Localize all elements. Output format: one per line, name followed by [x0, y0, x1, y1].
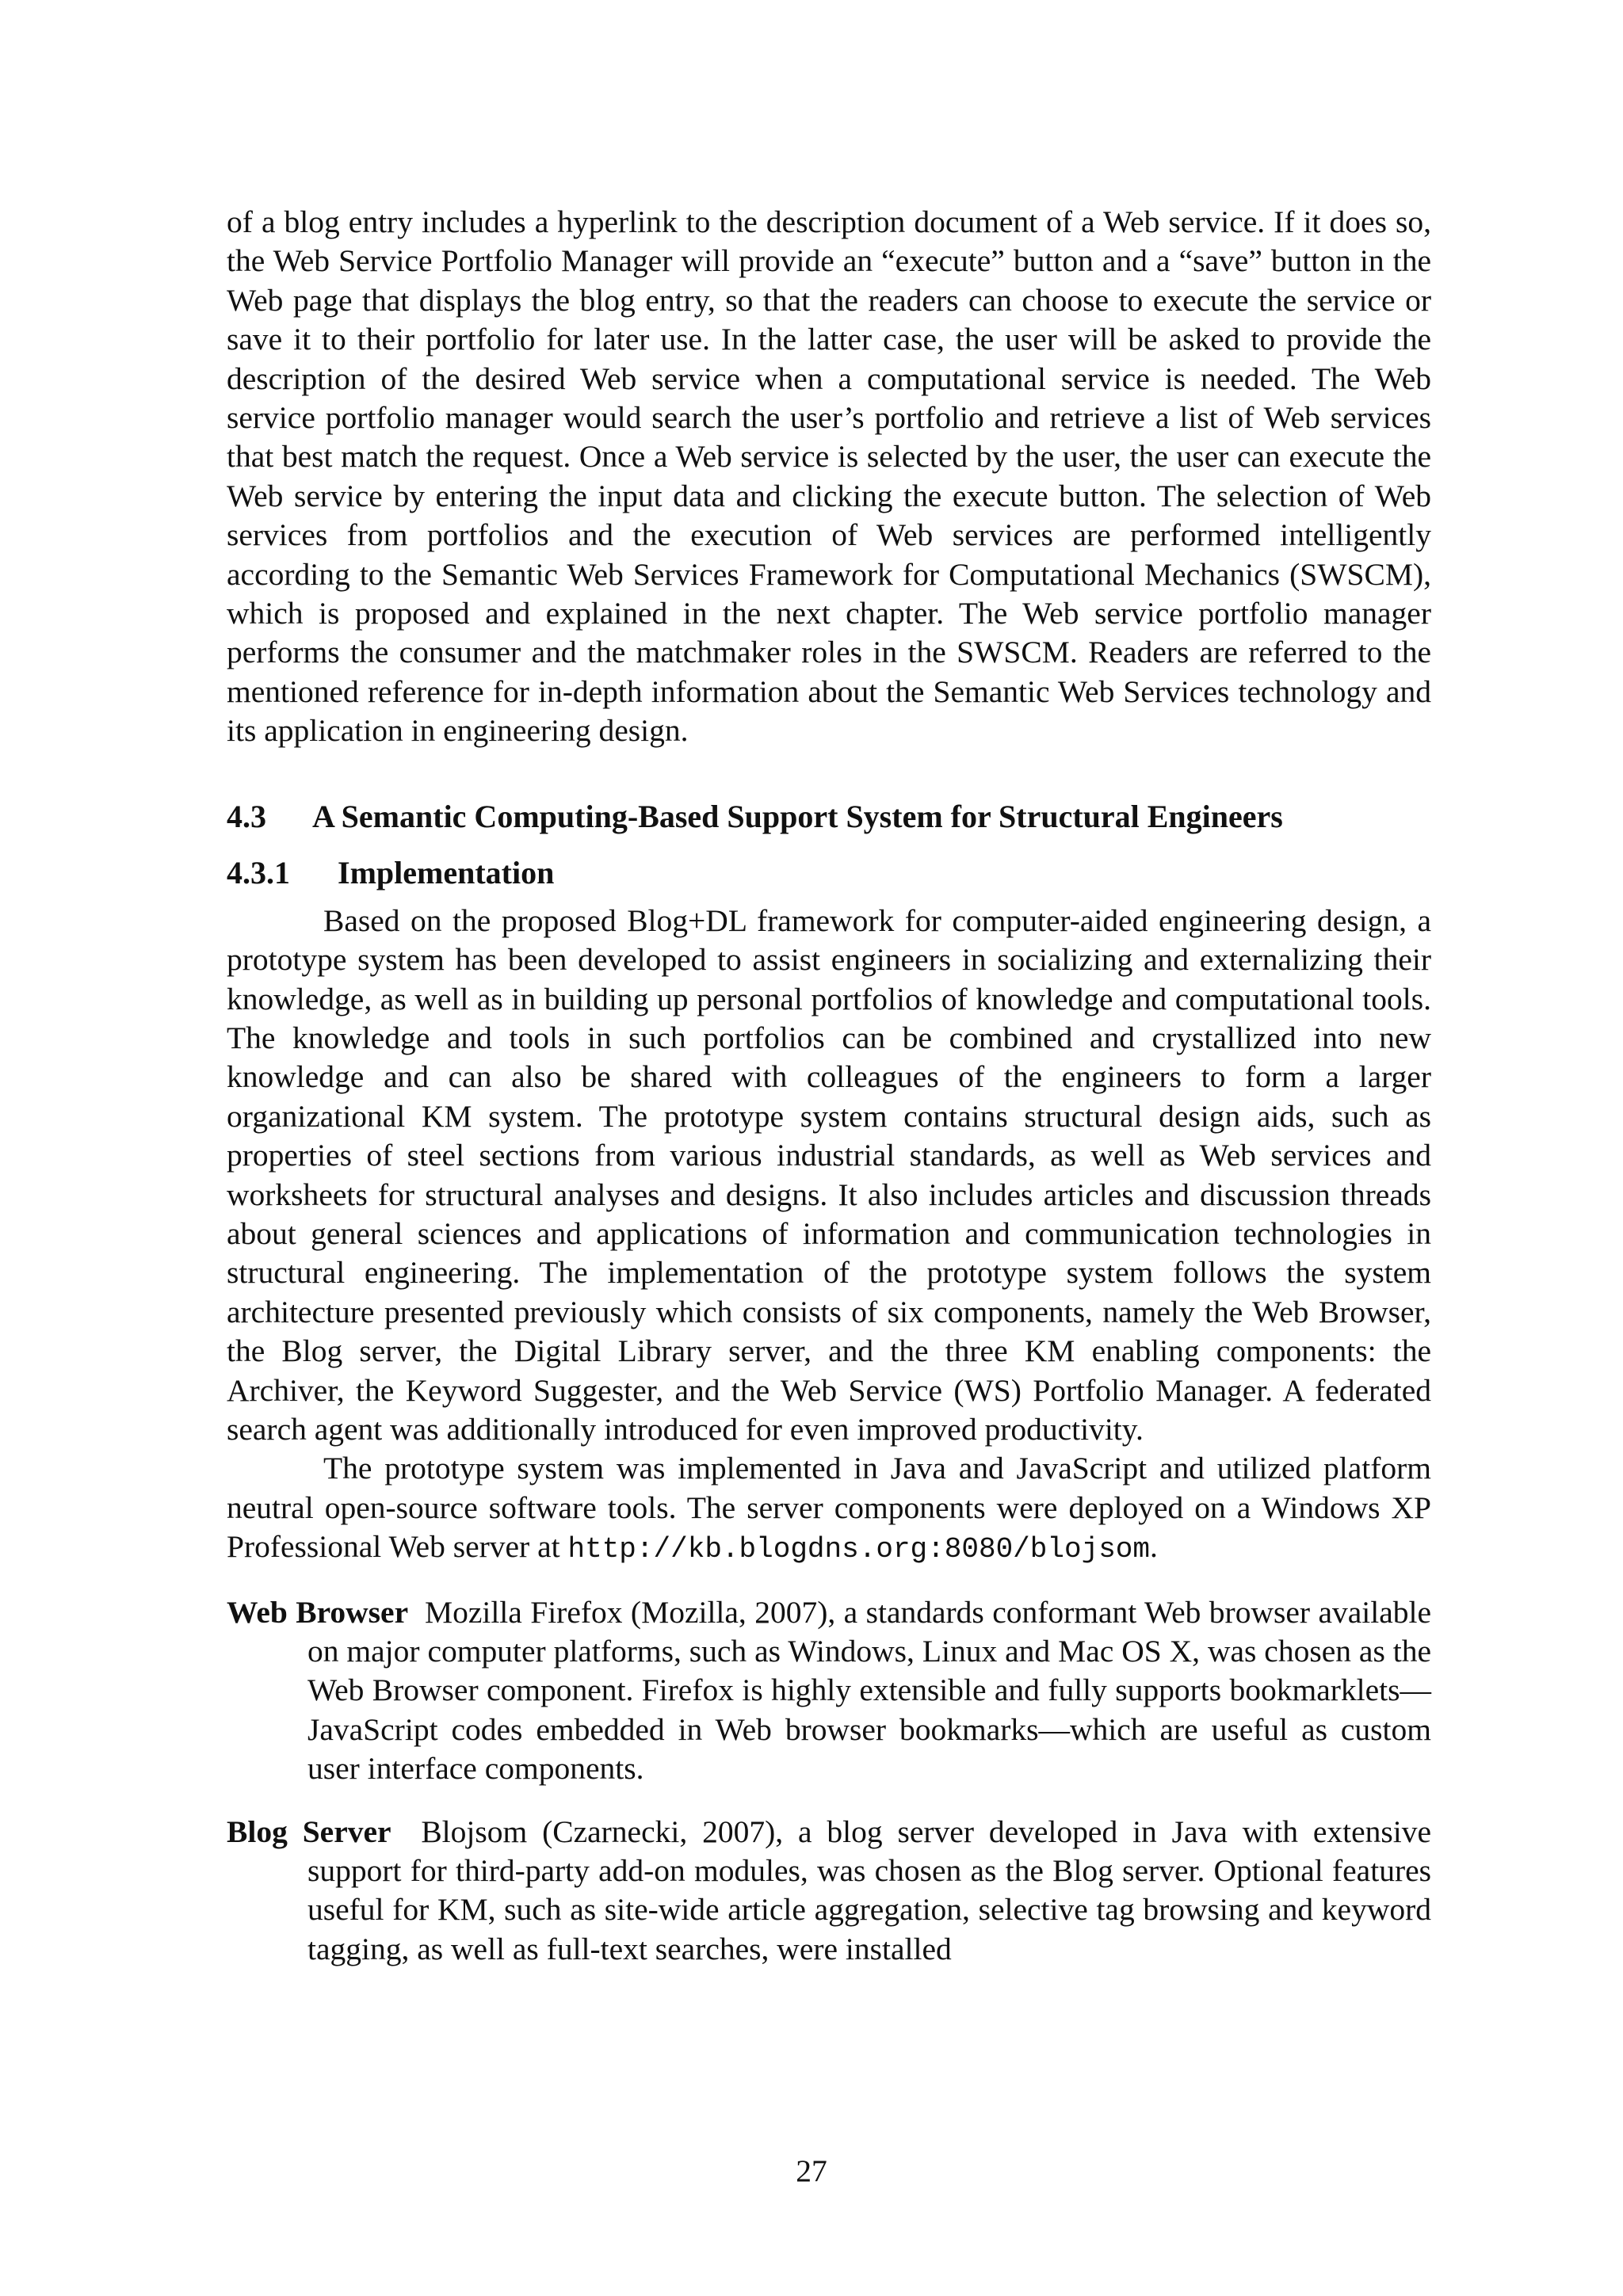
section-heading: [227, 797, 1431, 836]
implementation-paragraph-2: [227, 1449, 1431, 1569]
page-number: 27: [796, 2153, 827, 2188]
subsection-title: Implementation: [338, 854, 555, 891]
component-web-browser: [227, 1593, 1431, 1789]
subsection-number: 4.3.1: [227, 854, 290, 891]
component-description: Mozilla Firefox (Mozilla, 2007), a standards conformant Web browser available on major computer platforms, such as Windows, Linux and Mac OS X, was chosen as the Web Browser component. Firefox is highly extensible and fully supports bookmarklets—JavaScript codes embedded in Web browser bookmarks—which are useful as custom user interface components.: [307, 1594, 1432, 1787]
page-content: [227, 203, 1431, 1969]
implementation-paragraph-2-end: .: [1150, 1529, 1158, 1565]
section-number: 4.3: [227, 798, 266, 834]
implementation-paragraph-1: Based on the proposed Blog+DL framework for computer-aided engineering design, a prototype system has been developed to assist engineers in socializing and externalizing their knowledge, as well as in building up personal portfolios of knowledge and computational tools. The knowledge and tools in such portfolios can be combined and crystallized into new knowledge and can also be shared with colleagues of the engineers to form a larger organizational KM system. The prototype system contains structural design aids, such as properties of steel sections from various industrial standards, as well as Web services and worksheets for structural analyses and designs. It also includes articles and discussion threads about general sciences and applications of information and communication technologies in structural engineering. The implementation of the prototype system follows the system architecture presented previously which consists of six components, namely the Web Browser, the Blog server, the Digital Library server, and the three KM enabling components: the Archiver, the Keyword Suggester, and the Web Service (WS) Portfolio Manager. A federated search agent was additionally introduced for even improved productivity.: [227, 902, 1431, 1447]
section-title: A Semantic Computing-Based Support System for Structural Engineers: [312, 798, 1283, 834]
component-term: Blog Server: [227, 1814, 391, 1849]
component-description: Blojsom (Czarnecki, 2007), a blog server developed in Java with extensive support for third-party add-on modules, was chosen as the Blog server. Optional features useful for KM, such as site-wide article aggregation, selective tag browsing and keyword tagging, as well as full-text searches, were installed: [307, 1814, 1431, 1966]
component-term: Web Browser: [227, 1594, 409, 1630]
subsection-heading: [227, 853, 1431, 892]
intro-paragraph: of a blog entry includes a hyperlink to the description document of a Web service. If it does so, the Web Service Portfolio Manager will provide an “execute” button and a “save” button in the Web page that displays the blog entry, so that the readers can choose to execute the service or save it to their portfolio for later use. In the latter case, the user will be asked to provide the description of the desired Web service when a computational service is needed. The Web service portfolio manager would search the user’s portfolio and retrieve a list of Web services that best match the request. Once a Web service is selected by the user, the user can execute the Web service by entering the input data and clicking the execute button. The selection of Web services from portfolios and the execution of Web services are performed intelligently according to the Semantic Web Services Framework for Computational Mechanics (SWSCM), which is proposed and explained in the next chapter. The Web service portfolio manager performs the consumer and the matchmaker roles in the SWSCM. Readers are referred to the mentioned reference for in-depth information about the Semantic Web Services technology and its application in engineering design.: [227, 204, 1431, 749]
component-blog-server: [227, 1813, 1431, 1970]
server-url-link[interactable]: http://kb.blogdns.org:8080/blojsom: [567, 1533, 1151, 1566]
implementation-paragraph-2-text: The prototype system was implemented in Java and JavaScript and utilized platform neutral open-source software tools. The server components were deployed on a Windows XP Professional Web server at: [227, 1451, 1431, 1565]
